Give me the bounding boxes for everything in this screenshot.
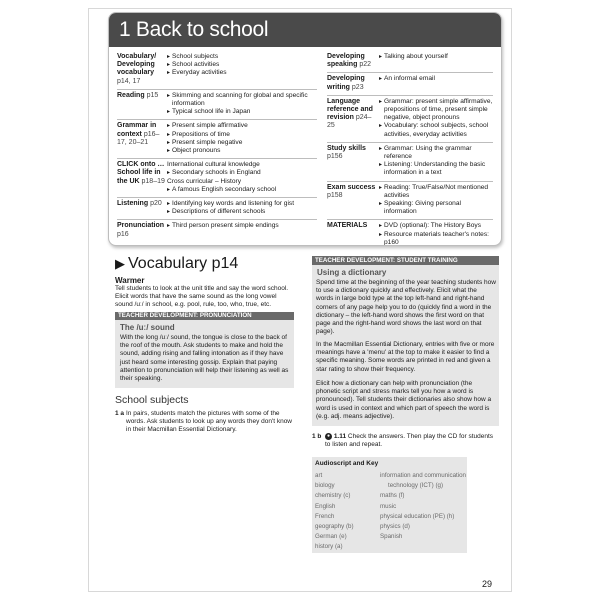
pronunciation-box-text: With the long /uː/ sound, the tongue is close to the back of the roof of the mouth. Ask students to make and hold the sound, adding rising and falling intonation as if they have just heard some interesting gossip. Explain that paying attention to pronunciation will help their listening as well as their speaking. [120,334,289,383]
overview-row-heading [117,92,167,117]
overview-row-item: ▸ Secondary schools in England [167,169,317,177]
audioscript-item: biology [315,482,335,490]
student-training-box [312,256,499,426]
pronunciation-box-heading: TEACHER DEVELOPMENT: PRONUNCIATION [115,312,294,320]
overview-row [117,120,317,159]
audioscript-item: music [380,502,397,510]
overview-row-heading-text: Reading [117,91,145,99]
overview-row-heading [327,53,379,69]
overview-row-heading [327,98,379,139]
overview-row [327,143,493,182]
overview-row-item: ▸ Speaking: Giving personal information [379,200,493,216]
overview-row [327,96,493,143]
overview-row-pages: p20 [150,200,162,208]
overview-row [327,51,493,73]
overview-row-item: ▸ A famous English secondary school [167,186,317,194]
overview-row-items [379,98,493,139]
overview-row-pages: p16–17, 20–21 [117,130,160,146]
overview-row-item: ▸ Reading: True/False/Not mentioned activities [379,184,493,200]
overview-row-item: ▸ Third person present simple endings [167,222,317,230]
overview-row-item: ▸ Prepositions of time [167,131,317,139]
overview-row-heading-text: Developing speaking [327,53,365,69]
overview-row-items [379,184,493,217]
overview-row-item: ▸ Grammar: Using the grammar reference [379,145,493,161]
cd-icon: ● [326,433,331,439]
overview-row [327,73,493,95]
overview-row-heading-text: Pronunciation [117,222,165,230]
overview-row-items [167,92,317,117]
overview-row [327,182,493,221]
student-training-paragraph-2: In the Macmillan Essential Dictionary, entries with five or more meanings have a 'menu' at the top to make it easier to find a specific meaning. Some words are printed in red and given a star rating to show their frequency. [316,341,495,373]
overview-row [117,90,317,121]
overview-row-item: ▸ Everyday activities [167,69,317,77]
overview-row-heading [327,75,379,91]
audioscript-item: history (a) [315,543,343,551]
audioscript-item: technology (ICT) (g) [388,482,444,490]
overview-row-heading [327,145,379,178]
overview-row-heading-text: Exam success [327,183,376,191]
triangle-icon: ▶ [115,256,125,271]
overview-row-heading [327,184,379,217]
overview-row-items [379,145,493,178]
overview-row-pages: p24–25 [327,114,372,130]
unit-overview-card [108,12,502,246]
overview-row [117,51,317,90]
pronunciation-box [115,312,294,388]
overview-row-pages: p22 [359,61,371,69]
overview-row [117,198,317,220]
overview-row-item: ▸ DVD (optional): The History Boys [379,222,493,230]
overview-row-item: ▸ An informal email [379,75,493,83]
overview-row-heading [117,53,167,86]
audioscript-item: physical education (PE) (h) [380,512,455,520]
vocabulary-title-text: Vocabulary p14 [128,255,239,272]
overview-row-heading [117,122,167,155]
overview-row [327,220,493,246]
overview-row-pages: p14, 17 [117,77,141,85]
exercise-1b-text: Check the answers. Then play the CD for students to listen and repeat. [325,433,494,449]
warmer-text: Tell students to look at the unit title and say the word school. Elicit words that have the same sound as the long vowel sound /uː/ in school, e.g. pool, rule, too, who, true, etc. [115,285,289,309]
overview-row-pages: p158 [327,191,343,199]
audioscript-item: German (e) [315,533,347,541]
overview-row-pages: p16 [117,230,129,238]
exercise-1a-text: In pairs, students match the pictures with some of the words. Ask students to look up any words they don't know in their Macmillan Essential Dictionary. [126,410,292,434]
overview-row-item: ▸ Listening: Understanding the basic information in a text [379,161,493,177]
pronunciation-box-subheading: The /uː/ sound [120,323,175,332]
overview-row-heading-text: CLICK onto … School life in the UK [117,161,165,185]
overview-row-heading [117,200,167,216]
overview-row [117,220,317,241]
audioscript-item: information and communication [380,472,466,479]
overview-row-item: ▸ Identifying key words and listening for gist [167,200,317,208]
overview-row-heading-text: MATERIALS [327,222,368,230]
overview-row-item: Cross curricular – History [167,177,242,185]
audioscript-column-1 [315,471,354,553]
overview-row-item: ▸ Descriptions of different schools [167,208,317,216]
overview-row-item: ▸ Skimming and scanning for global and specific information [167,92,317,108]
overview-row-item: International cultural knowledge [167,161,260,169]
overview-row-heading-text: Listening [117,200,149,208]
student-training-paragraph-1: Spend time at the beginning of the year teaching students how to use a dictionary quickly and effectively. Elicit what the words in large bold type at the top left-hand and right-hand corners of any page help you to do (quickly find a word in the dictionary – the left-hand word shows the first word on that page and the right-hand word shows the last word on that page). [316,279,496,336]
overview-row-pages: p18–19 [141,177,165,185]
overview-row-heading-text: Vocabulary/ Developing vocabulary [117,53,157,77]
overview-row-item: ▸ Present simple affirmative [167,122,317,130]
overview-row-item: ▸ Grammar: present simple affirmative, prepositions of time, present simple negative, object pronouns [379,98,493,123]
unit-title: 1 Back to school [119,18,269,41]
audioscript-item: physics (d) [380,523,410,531]
audioscript-box [312,457,467,553]
overview-row-items [167,161,317,194]
overview-row-heading-text: Language reference and revision [327,97,373,122]
overview-row-item: ▸ Talking about yourself [379,53,493,61]
overview-row-items [167,200,317,216]
warmer-heading: Warmer [115,276,145,285]
overview-row-item: ▸ Resource materials teacher's notes: p160 [379,231,493,246]
overview-row-items [379,222,493,246]
school-subjects-heading: School subjects [115,394,189,406]
vocabulary-section-title [115,255,238,273]
overview-row-heading [117,222,167,238]
overview-row-item: ▸ Vocabulary: school subjects, school activities, everyday activities [379,122,493,138]
audioscript-item: Spanish [380,533,403,541]
overview-row-item: ▸ Typical school life in Japan [167,108,317,116]
overview-left-column [117,51,317,242]
overview-row-heading-text: Developing writing [327,75,365,91]
overview-row-heading [327,222,379,246]
overview-row-pages: p23 [351,83,364,91]
cd-track-number: 1.11 [333,433,347,441]
audioscript-heading: Audioscript and Key [315,460,379,467]
page-number: 29 [482,579,493,589]
overview-row-items [167,222,317,238]
exercise-1b-number: 1 b [312,433,322,440]
overview-row-item: ▸ Object pronouns [167,147,317,155]
exercise-1a-number: 1 a [115,410,125,417]
overview-row-heading-text: Grammar in context [117,122,157,138]
student-training-subheading: Using a dictionary [317,268,387,277]
audioscript-item: maths (f) [380,492,405,500]
audioscript-column-2 [380,471,466,542]
overview-row-items [379,53,493,69]
student-training-paragraph-3: Elicit how a dictionary can help with pronunciation (the phonetic script and stress marks tell you how a word is pronounced). Tell students their dictionaries also show how a word is used in context and which part of speech the word is (e.g. adj. means adjective). [316,380,492,420]
audioscript-item: French [315,512,335,520]
overview-row-pages: p15 [146,91,159,99]
overview-row-items [379,75,493,91]
overview-row [117,159,317,198]
overview-row-items [167,53,317,86]
overview-row-items [167,122,317,155]
audioscript-item: geography (b) [315,523,354,531]
overview-right-column [327,51,493,246]
audioscript-item: chemistry (c) [315,492,351,500]
overview-row-item: ▸ Present simple negative [167,139,317,147]
overview-row-pages: p156 [327,153,343,161]
student-training-heading: TEACHER DEVELOPMENT: STUDENT TRAINING [312,256,499,265]
overview-row-item: ▸ School subjects [167,53,317,61]
overview-row-heading-text: Study skills [327,144,366,152]
overview-row-item: ▸ School activities [167,61,317,69]
audioscript-item: art [315,472,323,479]
unit-header-bar [109,13,501,47]
audioscript-item: English [315,502,336,510]
overview-row-heading [117,161,167,194]
